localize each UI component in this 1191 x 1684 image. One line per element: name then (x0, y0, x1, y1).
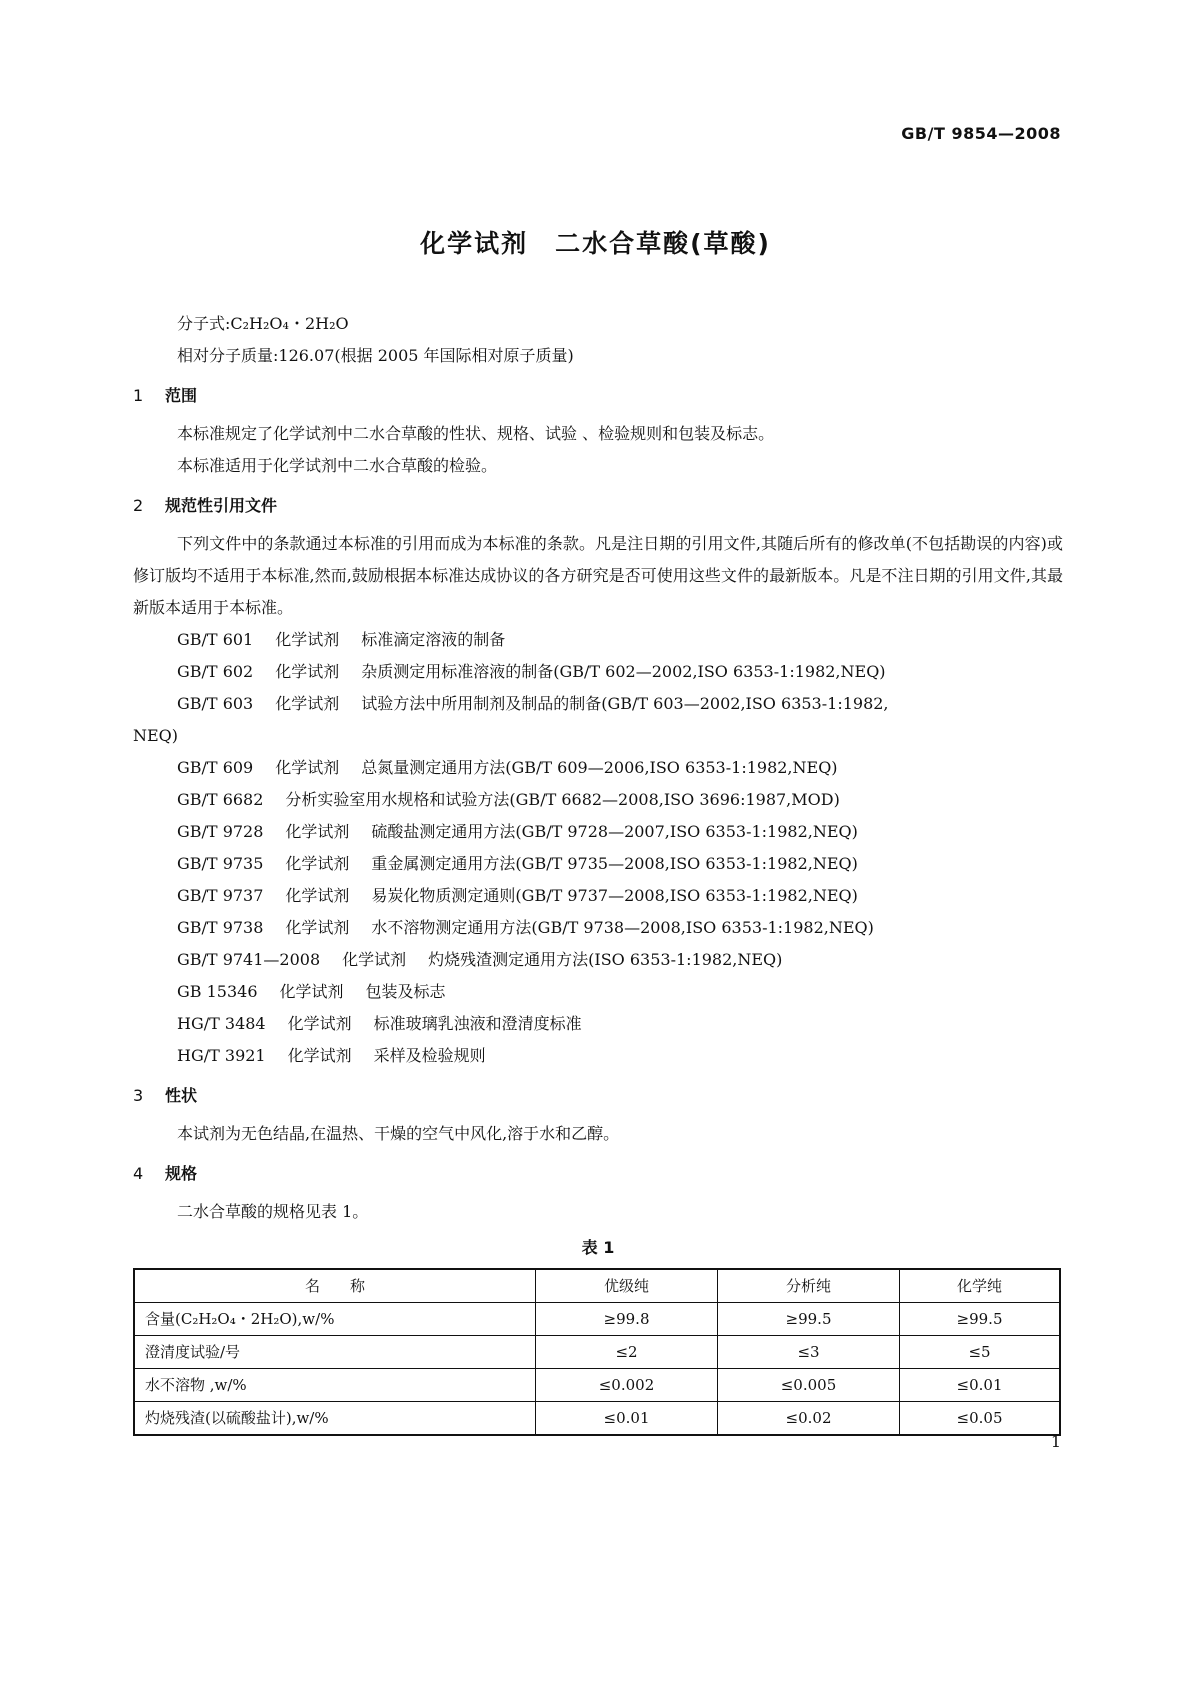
reference-item (133, 656, 1063, 688)
section-title: 规格 (165, 1164, 198, 1183)
reference-title: 水不溶物测定通用方法(GB/T 9738—2008,ISO 6353-1:1982,NEQ) (371, 918, 874, 937)
reference-continuation: NEQ) (133, 726, 179, 745)
table-header-cell: 优级纯 (536, 1269, 718, 1303)
table-cell-name: 含量(C₂H₂O₄・2H₂O),w/% (134, 1303, 536, 1336)
reference-group: 化学试剂 (279, 982, 344, 1001)
reference-code: GB/T 9738 (177, 918, 264, 937)
section-number: 1 (133, 386, 144, 405)
table-row (134, 1369, 1060, 1402)
reference-item (133, 944, 1063, 976)
reference-title: 灼烧残渣测定通用方法(ISO 6353-1:1982,NEQ) (428, 950, 783, 969)
reference-item (133, 1008, 1063, 1040)
reference-item (133, 688, 1063, 720)
molecular-formula: 分子式:C₂H₂O₄・2H₂O (177, 314, 349, 333)
table-cell-value: ≥99.5 (718, 1303, 900, 1336)
reference-code: GB/T 609 (177, 758, 254, 777)
reference-title: 易炭化物质测定通则(GB/T 9737—2008,ISO 6353-1:1982,NEQ) (371, 886, 858, 905)
section-heading-properties (133, 1080, 1063, 1112)
section-number: 3 (133, 1086, 144, 1105)
table-row (134, 1336, 1060, 1369)
reference-group: 化学试剂 (275, 662, 340, 681)
reference-code: GB/T 9741—2008 (177, 950, 321, 969)
section-number: 4 (133, 1164, 144, 1183)
section-heading-specifications (133, 1158, 1063, 1190)
reference-group: 化学试剂 (285, 822, 350, 841)
reference-code: GB/T 6682 (177, 790, 264, 809)
reference-item (133, 624, 1063, 656)
reference-group: 化学试剂 (342, 950, 407, 969)
table-caption: 表 1 (581, 1238, 615, 1257)
table-cell-value: ≤5 (900, 1336, 1061, 1369)
paragraph: 二水合草酸的规格见表 1。 (177, 1202, 369, 1221)
molar-mass: 相对分子质量:126.07(根据 2005 年国际相对原子质量) (177, 346, 574, 365)
section-heading-normative-references (133, 490, 1063, 522)
reference-title: 重金属测定通用方法(GB/T 9735—2008,ISO 6353-1:1982,NEQ) (371, 854, 858, 873)
table-header-cell: 分析纯 (718, 1269, 900, 1303)
reference-item (133, 880, 1063, 912)
reference-group: 化学试剂 (287, 1014, 352, 1033)
reference-title: 杂质测定用标准溶液的制备(GB/T 602—2002,ISO 6353-1:1982,NEQ) (361, 662, 886, 681)
table-cell-value: ≤0.005 (718, 1369, 900, 1402)
reference-code: GB/T 603 (177, 694, 254, 713)
reference-title: 标准玻璃乳浊液和澄清度标准 (373, 1014, 582, 1033)
table-cell-name: 水不溶物 ,w/% (134, 1369, 536, 1402)
table-row (134, 1402, 1060, 1436)
reference-item (133, 816, 1063, 848)
reference-item (133, 912, 1063, 944)
paragraph: 下列文件中的条款通过本标准的引用而成为本标准的条款。凡是注日期的引用文件,其随后所有的修改单(不包括勘误的内容)或修订版均不适用于本标准,然而,鼓励根据本标准达成协议的各方研究是否可使用这些文件的最新版本。凡是不注日期的引用文件,其最新版本适用于本标准。 (133, 534, 1063, 617)
reference-title: 硫酸盐测定通用方法(GB/T 9728—2007,ISO 6353-1:1982,NEQ) (371, 822, 858, 841)
reference-title: 分析实验室用水规格和试验方法(GB/T 6682—2008,ISO 3696:1987,MOD) (285, 790, 840, 809)
reference-group: 化学试剂 (275, 758, 340, 777)
table-cell-value: ≤0.002 (536, 1369, 718, 1402)
document-body (133, 308, 1063, 1436)
reference-group: 化学试剂 (285, 918, 350, 937)
table-cell-value: ≤0.05 (900, 1402, 1061, 1436)
reference-item (133, 976, 1063, 1008)
reference-item (133, 848, 1063, 880)
table-cell-name: 灼烧残渣(以硫酸盐计),w/% (134, 1402, 536, 1436)
reference-title: 采样及检验规则 (373, 1046, 486, 1065)
table-header-cell: 名 称 (134, 1269, 536, 1303)
reference-group: 化学试剂 (275, 630, 340, 649)
reference-title: 包装及标志 (365, 982, 446, 1001)
reference-group: 化学试剂 (287, 1046, 352, 1065)
reference-code: GB/T 602 (177, 662, 254, 681)
reference-code: GB/T 9735 (177, 854, 264, 873)
reference-group: 化学试剂 (285, 854, 350, 873)
reference-title: 总氮量测定通用方法(GB/T 609—2006,ISO 6353-1:1982,NEQ) (361, 758, 838, 777)
table-cell-name: 澄清度试验/号 (134, 1336, 536, 1369)
specification-table (133, 1268, 1061, 1436)
table-header-cell: 化学纯 (900, 1269, 1061, 1303)
reference-item (133, 1040, 1063, 1072)
reference-group: 化学试剂 (285, 886, 350, 905)
reference-code: GB/T 601 (177, 630, 254, 649)
reference-code: HG/T 3921 (177, 1046, 266, 1065)
table-cell-value: ≥99.5 (900, 1303, 1061, 1336)
table-header-row (134, 1269, 1060, 1303)
reference-item (133, 784, 1063, 816)
table-cell-value: ≤2 (536, 1336, 718, 1369)
section-title: 性状 (165, 1086, 198, 1105)
table-cell-value: ≤0.02 (718, 1402, 900, 1436)
document-title: 化学试剂 二水合草酸(草酸) (420, 229, 771, 258)
reference-code: GB 15346 (177, 982, 258, 1001)
table-cell-value: ≤0.01 (900, 1369, 1061, 1402)
paragraph: 本试剂为无色结晶,在温热、干燥的空气中风化,溶于水和乙醇。 (177, 1124, 620, 1143)
reference-item (133, 752, 1063, 784)
reference-title: 标准滴定溶液的制备 (361, 630, 506, 649)
reference-code: GB/T 9728 (177, 822, 264, 841)
page-number: 1 (1050, 1432, 1061, 1451)
standard-code: GB/T 9854—2008 (901, 124, 1061, 143)
reference-group: 化学试剂 (275, 694, 340, 713)
table-cell-value: ≤3 (718, 1336, 900, 1369)
section-title: 范围 (165, 386, 198, 405)
reference-title: 试验方法中所用制剂及制品的制备(GB/T 603—2002,ISO 6353-1:1982, (361, 694, 889, 713)
reference-code: HG/T 3484 (177, 1014, 266, 1033)
table-cell-value: ≤0.01 (536, 1402, 718, 1436)
table-cell-value: ≥99.8 (536, 1303, 718, 1336)
section-number: 2 (133, 496, 144, 515)
paragraph: 本标准规定了化学试剂中二水合草酸的性状、规格、试验 、检验规则和包装及标志。 (177, 424, 775, 443)
section-heading-scope (133, 380, 1063, 412)
reference-code: GB/T 9737 (177, 886, 264, 905)
section-title: 规范性引用文件 (165, 496, 278, 515)
table-row (134, 1303, 1060, 1336)
reference-list (133, 624, 1063, 1072)
paragraph: 本标准适用于化学试剂中二水合草酸的检验。 (177, 456, 498, 475)
